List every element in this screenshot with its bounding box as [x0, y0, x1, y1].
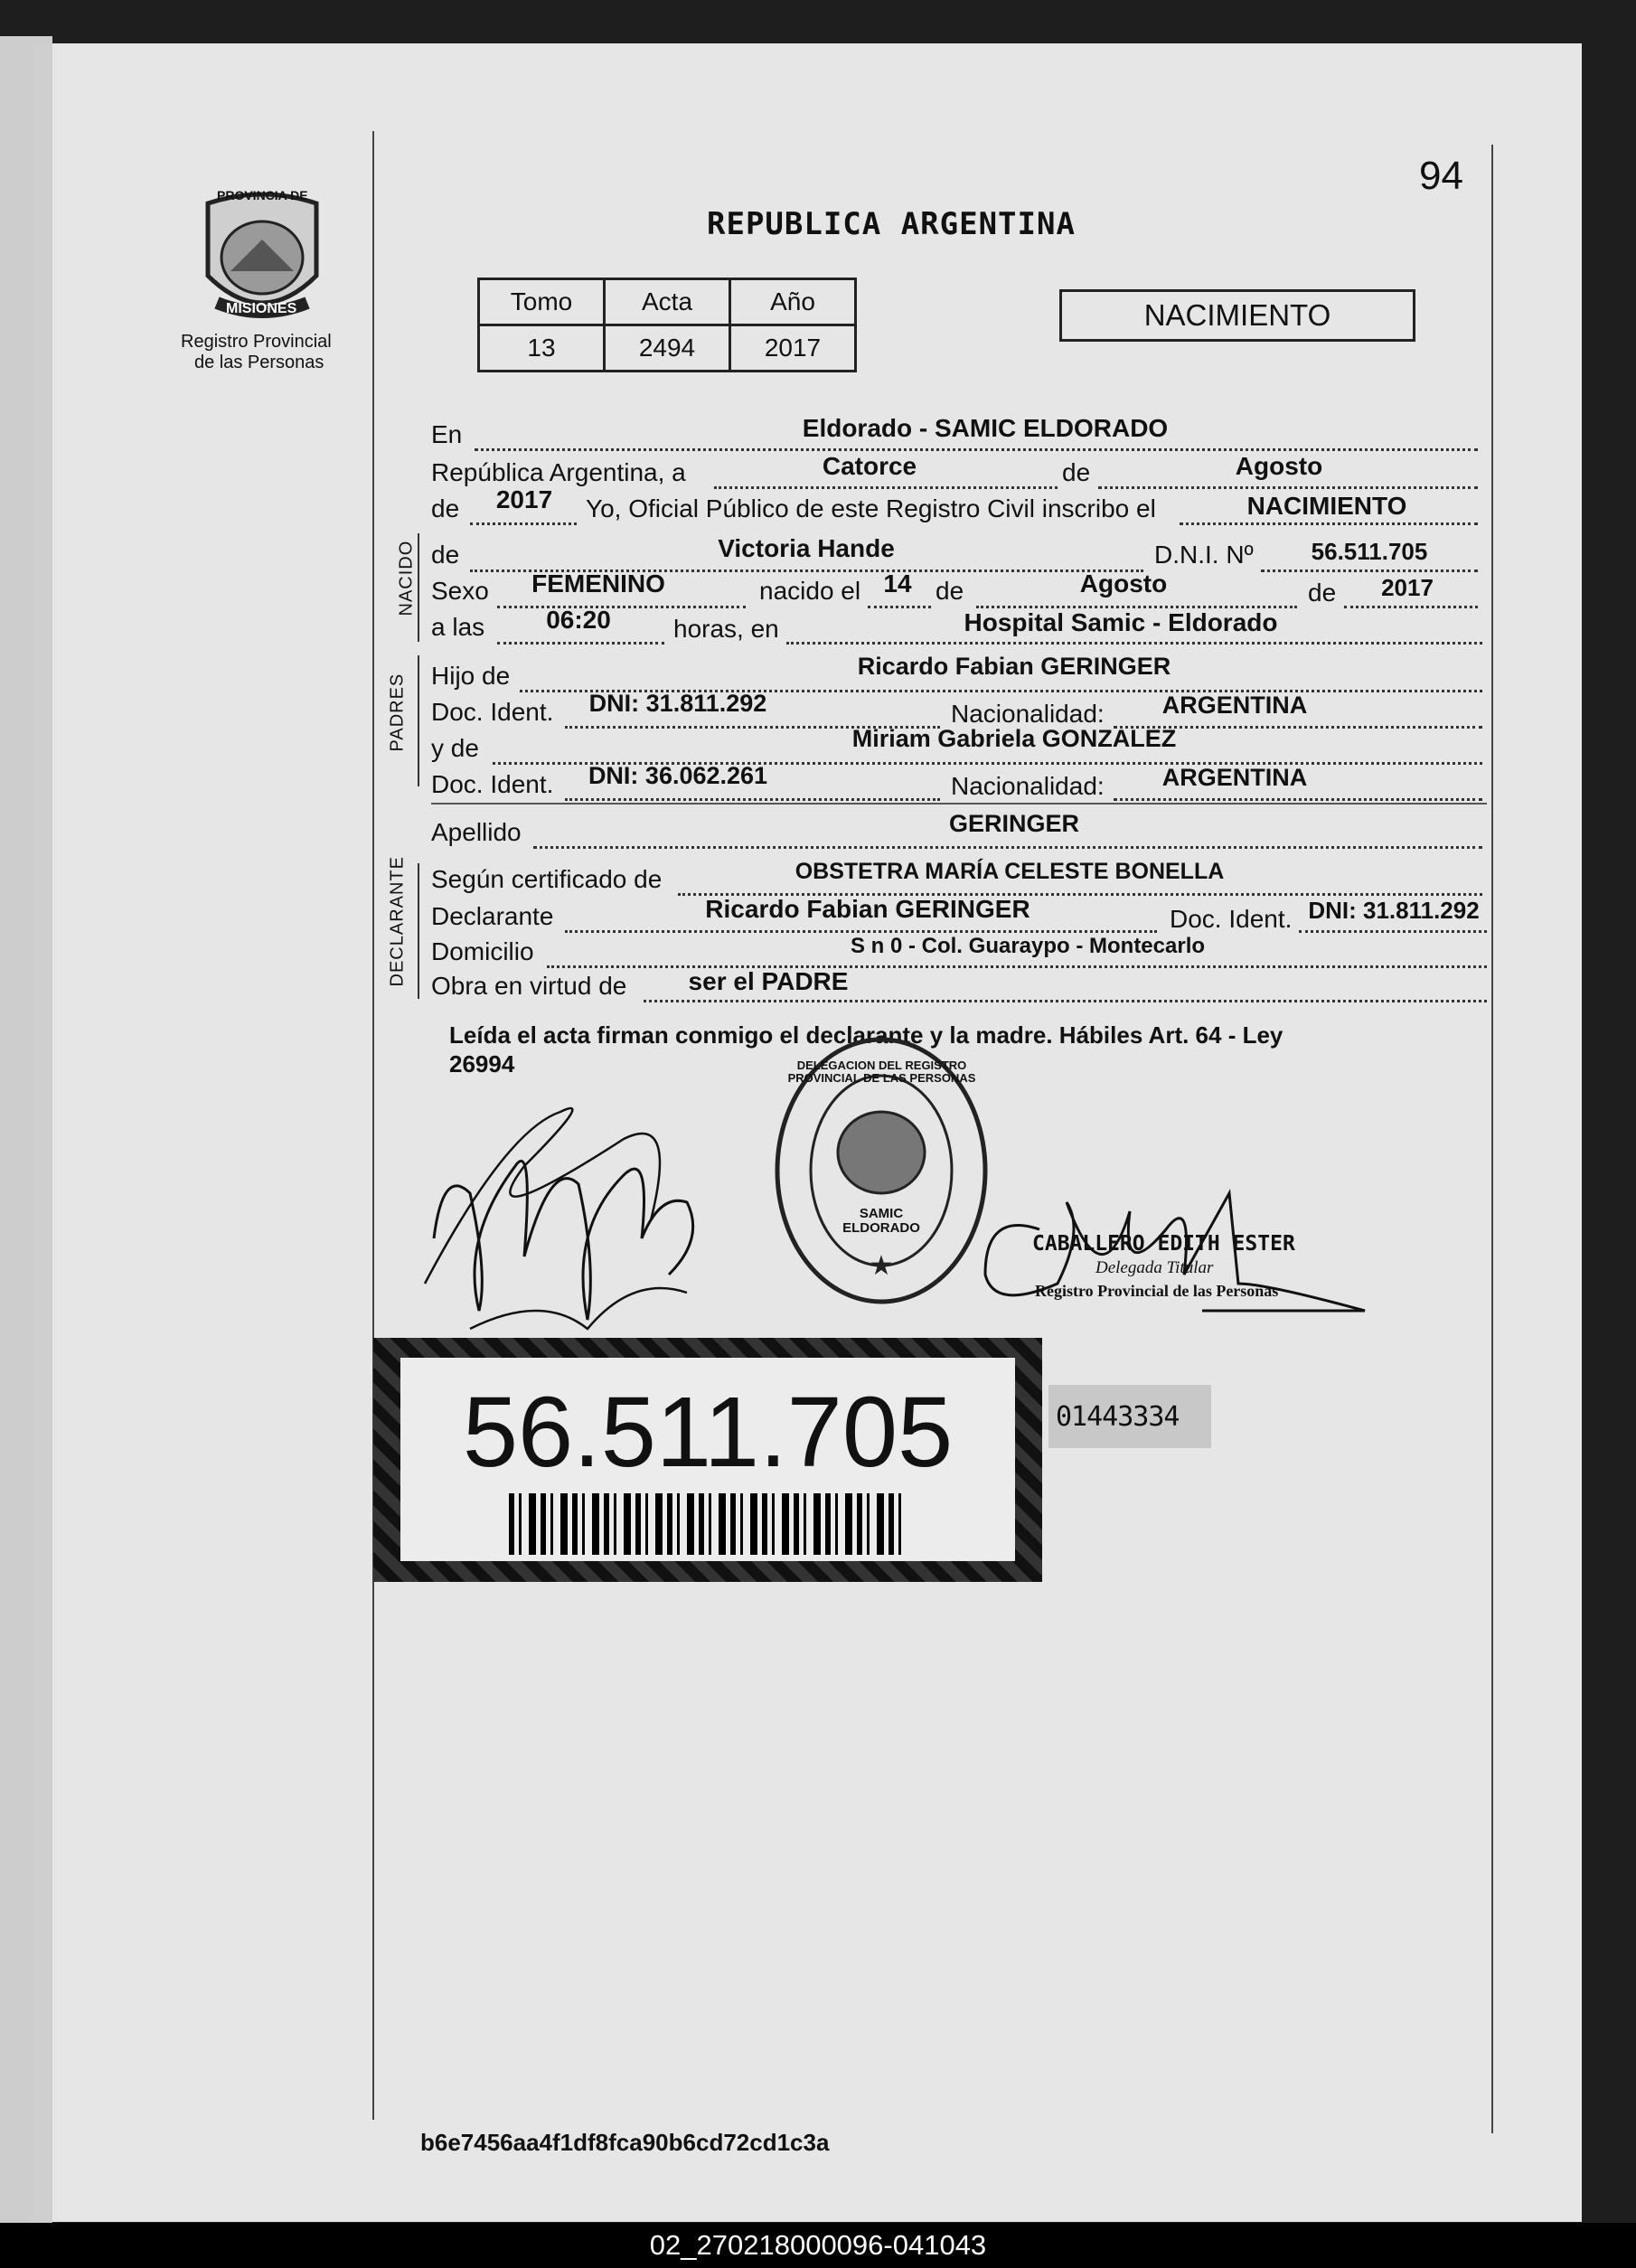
registry-line2: de las Personas: [194, 353, 324, 372]
section-label-nacido: NACIDO: [396, 540, 417, 616]
de-label: de: [431, 541, 460, 569]
doc-label: Doc. Ident.: [1170, 905, 1293, 933]
cert-label: Según certificado de: [431, 865, 663, 893]
stamp-inner-text: SAMIC ELDORADO: [842, 1206, 920, 1236]
official-name: CABALLERO EDITH ESTER: [1032, 1232, 1295, 1256]
declarante-doc: DNI: 31.811.292: [1308, 897, 1480, 924]
section-label-declarante: DECLARANTE: [387, 856, 408, 987]
birth-time: 06:20: [546, 606, 611, 634]
sexo-label: Sexo: [431, 577, 489, 605]
separator-line: [431, 803, 1487, 805]
dni-sticker: [373, 1338, 1042, 1582]
nacido-el-label: nacido el: [759, 577, 861, 605]
adjacent-page: [0, 36, 52, 2224]
sexo-value: FEMENINO: [531, 569, 665, 598]
table-cell: 13: [479, 325, 605, 372]
country-title: REPUBLICA ARGENTINA: [707, 206, 1076, 242]
month-value: Agosto: [1235, 452, 1323, 480]
domicilio-value: S n 0 - Col. Guaraypo - Montecarlo: [850, 934, 1206, 958]
doc-label: Doc. Ident.: [431, 698, 554, 726]
day-words: Catorce: [822, 452, 917, 480]
serial-number: 01443334: [1056, 1401, 1180, 1433]
act-type-box: NACIMIENTO: [1059, 289, 1415, 342]
section-bracket: [418, 655, 419, 786]
obra-label: Obra en virtud de: [431, 972, 627, 1000]
sticker-barcode: [509, 1493, 907, 1555]
father-doc: DNI: 31.811.292: [588, 690, 767, 717]
stamp-ring-text: DELEGACION DEL REGISTRO PROVINCIAL DE LAS PERSONAS: [787, 1059, 976, 1085]
page-number: 94: [1419, 154, 1463, 198]
de-label: de: [1062, 458, 1091, 486]
child-dni: 56.511.705: [1311, 538, 1428, 565]
nacionalidad-label: Nacionalidad:: [951, 772, 1105, 800]
act-word: NACIMIENTO: [1246, 492, 1407, 520]
hijo-label: Hijo de: [431, 662, 511, 690]
domicilio-label: Domicilio: [431, 937, 534, 965]
de-label: de: [936, 577, 964, 605]
nacionalidad-label: Nacionalidad:: [951, 700, 1105, 728]
seal-text-top: PROVINCIA DE: [217, 188, 308, 202]
y-de-label: y de: [431, 734, 479, 762]
official-title: Delegada Titular: [1095, 1258, 1214, 1277]
seal-text-bottom: MISIONES: [226, 301, 297, 316]
right-margin-line: [1491, 145, 1493, 2133]
registry-line1: Registro Provincial: [181, 332, 332, 352]
mother-doc: DNI: 36.062.261: [588, 762, 768, 789]
table-header: Año: [730, 279, 856, 325]
section-bracket: [418, 533, 419, 642]
mother-name: Miriam Gabriela GONZALEZ: [851, 725, 1177, 752]
place-value: Eldorado - SAMIC ELDORADO: [802, 414, 1169, 442]
birth-place: Hospital Samic - Eldorado: [964, 608, 1278, 636]
document-hash: b6e7456aa4f1df8fca90b6cd72cd1c3a: [420, 2129, 830, 2156]
closing-text-line1: Leída el acta firman conmigo el declarante y la madre. Hábiles Art. 64 - Ley: [449, 1021, 1283, 1049]
a-las-label: a las: [431, 613, 485, 641]
obra-value: ser el PADRE: [688, 967, 849, 995]
sticker-number: 56.511.705: [462, 1377, 954, 1488]
de-label: de: [431, 494, 460, 522]
birth-month: Agosto: [1079, 569, 1168, 598]
closing-text-line2: 26994: [449, 1050, 515, 1078]
sticker-inner: [400, 1358, 1015, 1561]
svg-text:★: ★: [869, 1250, 894, 1282]
table-cell: 2017: [730, 325, 856, 372]
apellido-label: Apellido: [431, 818, 522, 846]
declarante-label: Declarante: [431, 902, 554, 930]
horas-label: horas, en: [673, 615, 779, 643]
father-nationality: ARGENTINA: [1161, 692, 1308, 719]
declarante-signature: [416, 1058, 723, 1347]
section-bracket: [418, 863, 419, 999]
birth-year: 2017: [1381, 574, 1434, 601]
table-cell: 2494: [605, 325, 730, 372]
father-name: Ricardo Fabian GERINGER: [857, 653, 1171, 680]
year-value: 2017: [495, 485, 553, 513]
table-header: Tomo: [479, 279, 605, 325]
dni-label: D.N.I. Nº: [1154, 541, 1254, 569]
oficial-text: Yo, Oficial Público de este Registro Civil inscribo el: [586, 494, 1156, 522]
table-header: Acta: [605, 279, 730, 325]
official-org: Registro Provincial de las Personas: [1035, 1282, 1279, 1300]
birth-day: 14: [883, 569, 912, 598]
reference-table: [477, 278, 857, 372]
footer-bar: 02_270218000096-041043: [0, 2223, 1636, 2268]
en-label: En: [431, 420, 463, 448]
section-label-padres: PADRES: [387, 673, 408, 752]
declarante-name: Ricardo Fabian GERINGER: [705, 895, 1030, 923]
cert-value: OBSTETRA MARÍA CELESTE BONELLA: [794, 859, 1225, 884]
republica-label: República Argentina, a: [431, 458, 686, 486]
child-name: Victoria Hande: [718, 534, 895, 562]
doc-label: Doc. Ident.: [431, 770, 554, 798]
de-label: de: [1308, 579, 1337, 607]
apellido-value: GERINGER: [948, 810, 1080, 837]
left-margin-line: [372, 131, 374, 2120]
mother-nationality: ARGENTINA: [1161, 764, 1308, 791]
